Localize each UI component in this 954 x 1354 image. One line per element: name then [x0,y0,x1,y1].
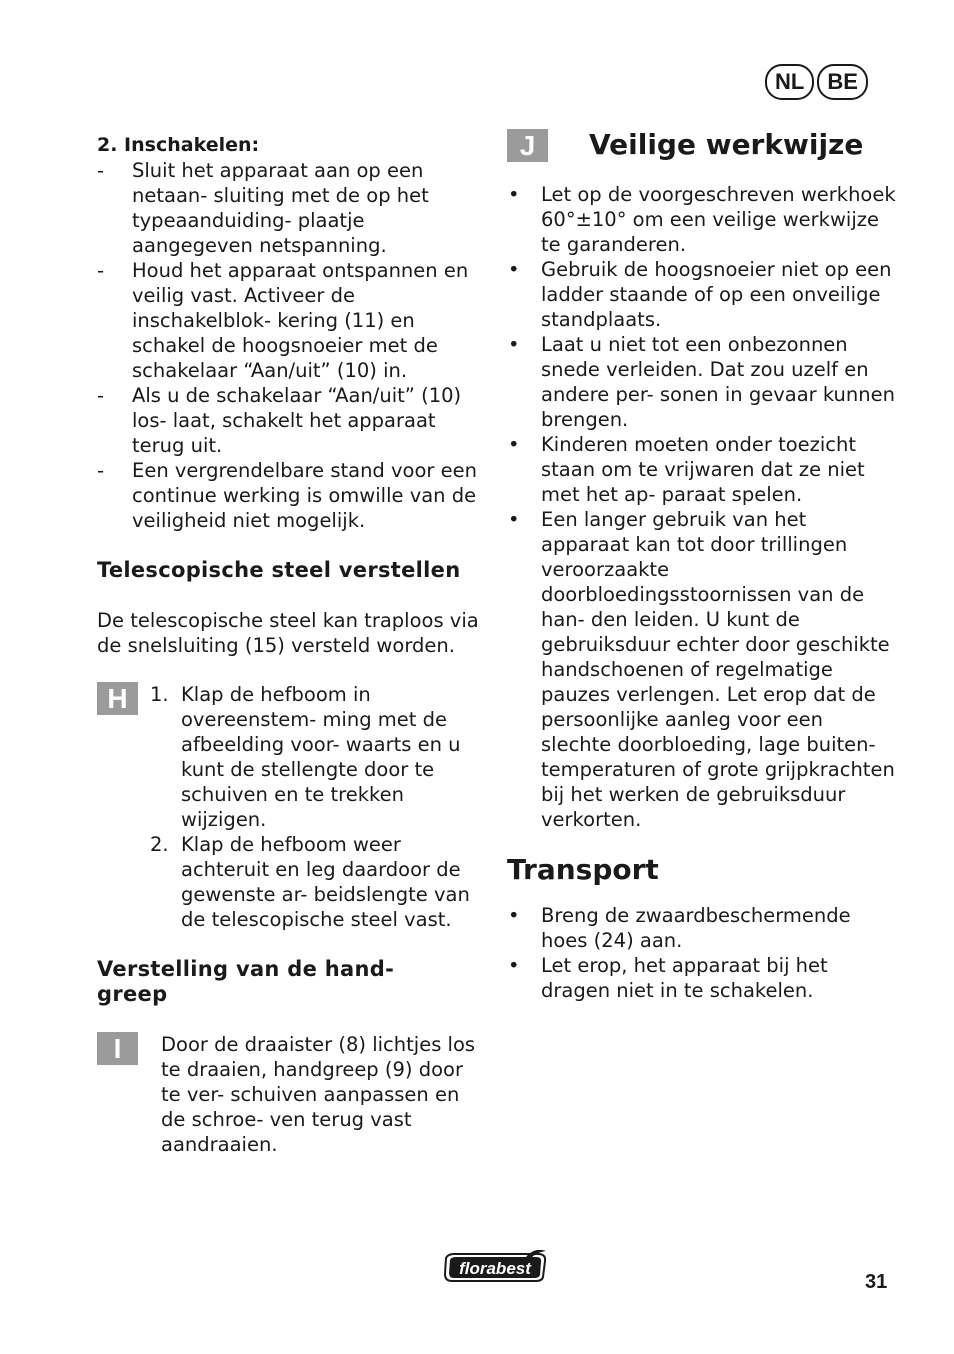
inschakelen-list [97,158,483,533]
step-number: 2. [150,833,169,856]
list-item: - Houd het apparaat ontspannen en veilig vast. Activeer de inschakelblok- kering (11) en schakel de hoogsnoeier met de schakelaar “Aan/uit” (10) in. [97,258,483,383]
florabest-logo [442,1250,548,1284]
step-j-header [507,128,897,162]
step-letter-i: I [97,1032,138,1065]
step-text: Klap de hefboom weer achteruit en leg daardoor de gewenste ar- beidslengte van de telescopische steel vast. [181,833,470,931]
list-item: • Gebruik de hoogsnoeier niet op een ladder staande of op een onveilige standplaats. [507,257,897,332]
step-text: Klap de hefboom in overeenstem- ming met de afbeelding voor- waarts en u kunt de stellengte door te schuiven en te trekken wijzigen. [181,683,461,831]
page-number: 31 [865,1271,888,1293]
handgreep-heading: Verstelling van de hand- greep [97,957,395,1006]
language-badges [765,64,868,100]
safe-heading: Veilige werkwijze [589,128,864,161]
right-column [507,128,897,1003]
telescopic-text: De telescopische steel kan traploos via de snelsluiting (15) versteld worden. [97,609,479,657]
safe-list [507,182,897,832]
step-letter-j: J [507,129,548,162]
step-letter-h: H [97,682,138,715]
list-item: • Breng de zwaardbeschermende hoes (24) aan. [507,903,897,953]
list-item [97,682,483,832]
telescopic-heading: Telescopische steel verstellen [97,558,461,582]
step-h-list [97,682,483,932]
logo-text: florabest [459,1259,531,1278]
transport-heading: Transport [507,853,659,886]
list-item: - Sluit het apparaat aan op een netaan- sluiting met de op het typeaanduiding- plaatje aangegeven netspanning. [97,158,483,258]
left-column [97,133,483,1157]
list-item: - Als u de schakelaar “Aan/uit” (10) los- laat, schakelt het apparaat terug uit. [97,383,483,458]
list-item: • Kinderen moeten onder toezicht staan om te vrijwaren dat ze niet met het ap- paraat spelen. [507,432,897,507]
step-i-text: Door de draaister (8) lichtjes los te draaien, handgreep (9) door te ver- schuiven aanpassen en de schroe- ven terug vast aandraaien. [161,1033,476,1156]
list-item: • Een langer gebruik van het apparaat kan tot door trillingen veroorzaakte doorbloedingsstoornissen van de han- den leiden. U kunt de gebruiksduur echter door geschikte handschoenen of regelmatige pauzes verlengen. Let erop dat de persoonlijke aanleg voor een slechte doorbloeding, lage buiten- temperaturen of grote grijpkrachten bij het werken de gebruiksduur verkorten. [507,507,897,832]
transport-list [507,903,897,1003]
step-h [97,682,483,932]
step-i [97,1032,483,1157]
list-item: • Laat u niet tot een onbezonnen snede verleiden. Dat zou uzelf en andere per- sonen in gevaar kunnen brengen. [507,332,897,432]
language-badge-nl: NL [765,64,814,100]
list-item [97,832,483,932]
step-number: 1. [150,683,169,706]
list-item: - Een vergrendelbare stand voor een continue werking is omwille van de veiligheid niet mogelijk. [97,458,483,533]
list-item: • Let erop, het apparaat bij het dragen niet in te schakelen. [507,953,897,1003]
language-badge-be: BE [817,64,868,100]
inschakelen-heading: 2. Inschakelen: [97,134,260,156]
list-item: • Let op de voorgeschreven werkhoek 60°±10° om een veilige werkwijze te garanderen. [507,182,897,257]
